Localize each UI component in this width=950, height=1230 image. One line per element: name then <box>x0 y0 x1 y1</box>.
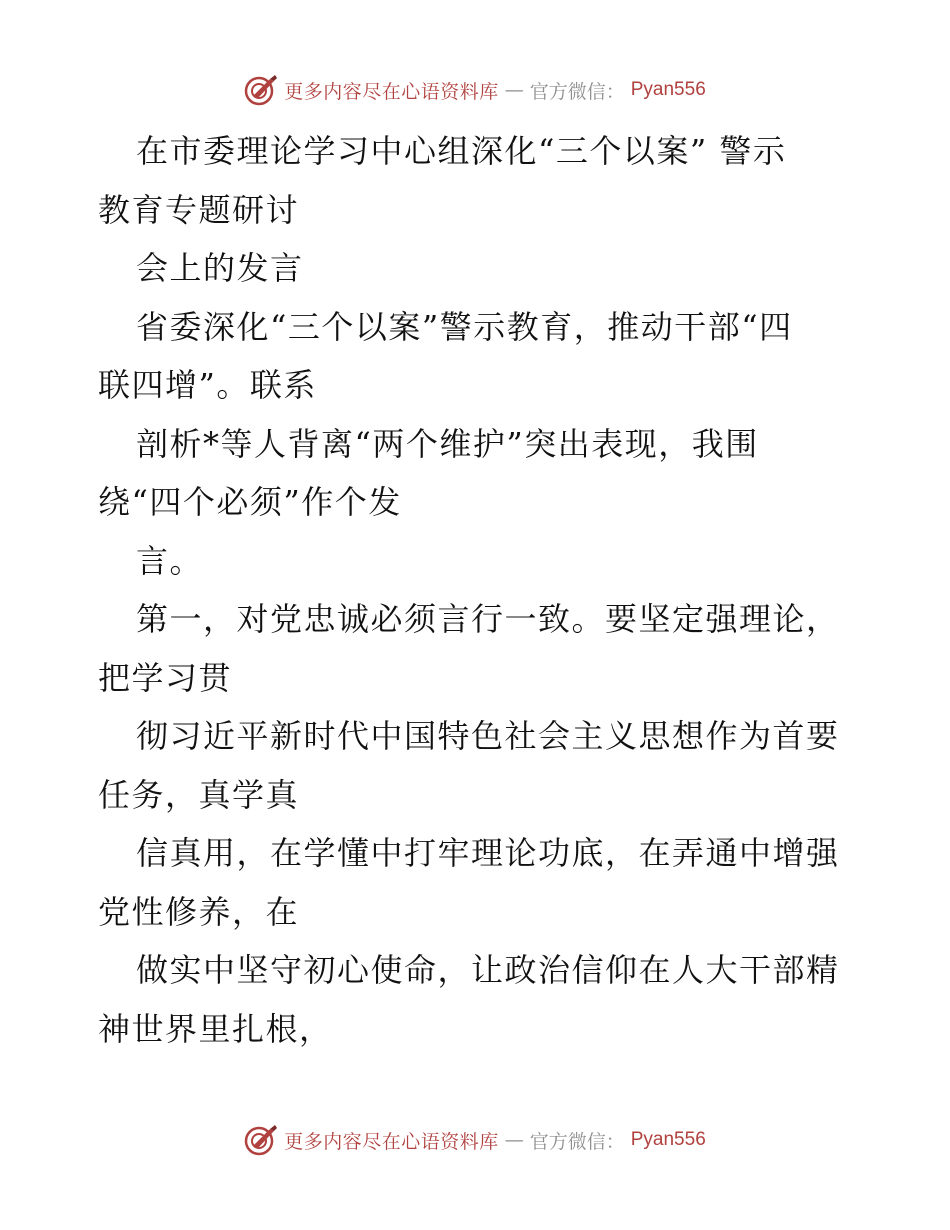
body-line: 彻习近平新时代中国特色社会主义思想作为首要 <box>136 717 840 755</box>
body-line: 第一，对党忠诚必须言行一致。要坚定强理论， <box>136 600 840 638</box>
banner-wechat-label: 官方微信： <box>529 1130 625 1153</box>
banner-wechat-label: 官方微信： <box>529 80 625 103</box>
body-line: 党性修养，在 <box>98 892 300 931</box>
body-line: 神世界里扎根， <box>98 1009 333 1048</box>
body-line: 言。 <box>136 541 204 580</box>
banner-wechat-id: Pyan556 <box>630 1129 706 1150</box>
banner-wechat-id: Pyan556 <box>630 79 706 100</box>
body-line: 信真用，在学懂中打牢理论功底，在弄通中增强 <box>136 834 840 872</box>
document-body <box>98 122 858 1058</box>
body-line: 把学习贯 <box>98 658 233 697</box>
body-line: 任务，真学真 <box>98 775 300 814</box>
body-line: 联四增”。联系 <box>98 366 317 404</box>
body-line: 省委深化“三个以案”警示教育，推动干部“四 <box>136 307 793 346</box>
banner-separator: — <box>504 79 524 101</box>
body-line: 绕“四个必须”作个发 <box>98 483 402 521</box>
body-line: 剖析*等人背离“两个维护”突出表现，我围 <box>136 424 759 463</box>
body-line: 教育专题研讨 <box>98 190 300 229</box>
body-line: 会上的发言 <box>136 249 304 287</box>
footer-banner <box>0 1120 950 1160</box>
body-line: 在市委理论学习中心组深化“三个以案” 警示 <box>136 132 787 170</box>
banner-site-text: 更多内容尽在心语资料库 <box>284 80 499 103</box>
header-banner <box>0 70 950 110</box>
banner-site-text: 更多内容尽在心语资料库 <box>284 1130 499 1153</box>
banner-separator: — <box>504 1129 524 1151</box>
body-line: 做实中坚守初心使命，让政治信仰在人大干部精 <box>136 951 840 989</box>
brand-logo-icon <box>244 1123 278 1157</box>
brand-logo-icon <box>244 73 278 107</box>
